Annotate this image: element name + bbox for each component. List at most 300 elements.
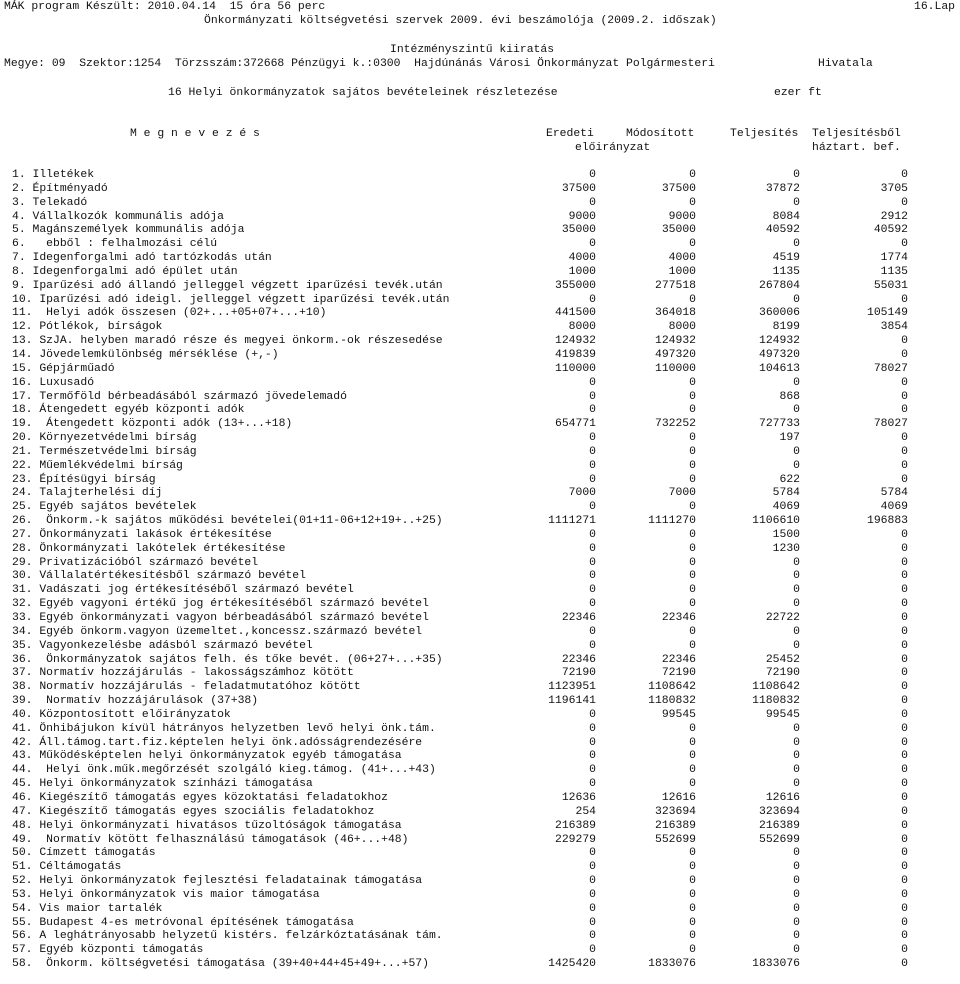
fulfilled-value: 0 — [793, 902, 800, 915]
fulfilled-value: 0 — [793, 722, 800, 735]
table-row — [0, 266, 960, 280]
original-value: 0 — [589, 750, 596, 763]
row-label: 29. Privatizációból származó bevétel — [12, 556, 259, 569]
household-value: 1774 — [880, 252, 908, 265]
original-value: 22346 — [561, 653, 596, 666]
original-value: 0 — [589, 598, 596, 611]
row-label: 8. Idegenforgalmi adó épület után — [12, 265, 238, 278]
modified-value: 22346 — [661, 653, 696, 666]
original-value: 0 — [589, 708, 596, 721]
original-value: 0 — [589, 930, 596, 943]
row-label: 43. Működésképtelen helyi önkormányzatok egyéb támogatása — [12, 750, 402, 763]
modified-value: 9000 — [668, 210, 696, 223]
row-label: 51. Céltámogatás — [12, 861, 122, 874]
entity-suffix: Hivatala — [818, 58, 873, 70]
household-value: 0 — [901, 459, 908, 472]
original-value: 0 — [589, 459, 596, 472]
fulfilled-value: 868 — [779, 390, 800, 403]
modified-value: 552699 — [654, 833, 696, 846]
household-value: 40592 — [873, 224, 908, 237]
modified-value: 0 — [689, 639, 696, 652]
household-value: 0 — [901, 598, 908, 611]
fulfilled-value: 0 — [793, 847, 800, 860]
row-label: 19. Átengedett központi adók (13+...+18) — [12, 418, 293, 431]
modified-value: 0 — [689, 542, 696, 555]
original-value: 0 — [589, 169, 596, 181]
modified-value: 277518 — [654, 279, 696, 292]
row-label: 56. A leghátrányosabb helyzetű kistérs. felzárkóztatásának tám. — [12, 930, 443, 943]
table-row — [0, 889, 960, 903]
fulfilled-value: 1135 — [772, 265, 800, 278]
household-value: 5784 — [880, 487, 908, 500]
col-modified-header: Módosított — [626, 128, 695, 140]
household-value: 0 — [901, 750, 908, 763]
row-label: 12. Pótlékok, bírságok — [12, 321, 163, 334]
table-row — [0, 695, 960, 709]
row-label: 13. SzJA. helyben maradó része és megyei önkorm.-ok részesedése — [12, 335, 443, 348]
table-row — [0, 211, 960, 225]
fulfilled-value: 0 — [793, 750, 800, 763]
modified-value: 72190 — [661, 667, 696, 680]
household-value: 0 — [901, 169, 908, 181]
household-value: 0 — [901, 902, 908, 915]
fulfilled-value: 323694 — [758, 805, 800, 818]
fulfilled-value: 360006 — [758, 307, 800, 320]
report-subtitle: Önkormányzati költségvetési szervek 2009. évi beszámolója (2009.2. időszak) — [204, 15, 717, 27]
household-value: 0 — [901, 570, 908, 583]
modified-value: 0 — [689, 376, 696, 389]
fulfilled-value: 0 — [793, 584, 800, 597]
row-label: 40. Központosított előirányzatok — [12, 708, 231, 721]
fulfilled-value: 0 — [793, 238, 800, 251]
data-table — [0, 169, 960, 972]
fulfilled-value: 0 — [793, 625, 800, 638]
col-name-header: M e g n e v e z é s — [130, 128, 260, 140]
fulfilled-value: 1108642 — [752, 681, 800, 694]
original-value: 0 — [589, 473, 596, 486]
modified-value: 0 — [689, 432, 696, 445]
modified-value: 7000 — [668, 487, 696, 500]
original-value: 0 — [589, 736, 596, 749]
table-row — [0, 598, 960, 612]
table-row — [0, 806, 960, 820]
modified-value: 0 — [689, 875, 696, 888]
table-row — [0, 917, 960, 931]
household-value: 0 — [901, 847, 908, 860]
original-value: 1000 — [568, 265, 596, 278]
fulfilled-value: 0 — [793, 888, 800, 901]
household-value: 0 — [901, 432, 908, 445]
fulfilled-value: 5784 — [772, 487, 800, 500]
row-label: 20. Környezetvédelmi bírság — [12, 432, 197, 445]
household-value: 0 — [901, 888, 908, 901]
fulfilled-value: 0 — [793, 169, 800, 181]
table-row — [0, 944, 960, 958]
original-value: 0 — [589, 875, 596, 888]
original-value: 654771 — [554, 418, 596, 431]
household-value: 0 — [901, 584, 908, 597]
fulfilled-value: 22722 — [765, 612, 800, 624]
household-value: 0 — [901, 875, 908, 888]
row-label: 26. Önkorm.-k sajátos működési bevételei(01+11-06+12+19+..+25) — [12, 515, 443, 528]
row-label: 25. Egyéb sajátos bevételek — [12, 501, 197, 514]
original-value: 254 — [575, 805, 596, 818]
original-value: 0 — [589, 542, 596, 555]
row-label: 30. Vállalatértékesítésből származó bevétel — [12, 570, 306, 583]
fulfilled-value: 0 — [793, 916, 800, 929]
table-row — [0, 321, 960, 335]
table-row — [0, 432, 960, 446]
table-row — [0, 501, 960, 515]
col-appropriation-header: előirányzat — [575, 142, 651, 154]
page-number: 16.Lap — [914, 1, 956, 13]
fulfilled-value: 1833076 — [752, 958, 800, 971]
fulfilled-value: 1230 — [772, 542, 800, 555]
table-row — [0, 861, 960, 875]
household-value: 196883 — [866, 515, 908, 528]
original-value: 1196141 — [548, 695, 596, 708]
modified-value: 1000 — [668, 265, 696, 278]
table-row — [0, 612, 960, 626]
modified-value: 0 — [689, 750, 696, 763]
program-line: MÁK program Készült: 2010.04.14 15 óra 56 perc — [4, 1, 326, 13]
row-label: 38. Normatív hozzájárulás - feladatmutatóhoz kötött — [12, 681, 361, 694]
original-value: 0 — [589, 861, 596, 874]
modified-value: 22346 — [661, 612, 696, 624]
original-value: 7000 — [568, 487, 596, 500]
row-label: 4. Vállalkozók kommunális adója — [12, 210, 224, 223]
table-row — [0, 640, 960, 654]
household-value: 4069 — [880, 501, 908, 514]
table-row — [0, 307, 960, 321]
row-label: 55. Budapest 4-es metróvonal építésének támogatása — [12, 916, 354, 929]
modified-value: 323694 — [654, 805, 696, 818]
original-value: 1123951 — [548, 681, 596, 694]
table-row — [0, 737, 960, 751]
table-row — [0, 418, 960, 432]
table-row — [0, 363, 960, 377]
row-label: 1. Illetékek — [12, 169, 95, 181]
original-value: 0 — [589, 432, 596, 445]
household-value: 55031 — [873, 279, 908, 292]
modified-value: 35000 — [661, 224, 696, 237]
modified-value: 0 — [689, 528, 696, 541]
household-value: 0 — [901, 473, 908, 486]
table-row — [0, 391, 960, 405]
table-row — [0, 183, 960, 197]
fulfilled-value: 0 — [793, 598, 800, 611]
original-value: 72190 — [561, 667, 596, 680]
household-value: 0 — [901, 805, 908, 818]
row-label: 52. Helyi önkormányzatok fejlesztési feladatainak támogatása — [12, 875, 423, 888]
fulfilled-value: 124932 — [758, 335, 800, 348]
row-label: 31. Vadászati jog értékesítéséből származó bevétel — [12, 584, 354, 597]
household-value: 0 — [901, 612, 908, 624]
modified-value: 0 — [689, 169, 696, 181]
fulfilled-value: 37872 — [765, 182, 800, 195]
fulfilled-value: 8084 — [772, 210, 800, 223]
original-value: 8000 — [568, 321, 596, 334]
original-value: 0 — [589, 722, 596, 735]
household-value: 0 — [901, 778, 908, 791]
fulfilled-value: 1106610 — [752, 515, 800, 528]
modified-value: 8000 — [668, 321, 696, 334]
row-label: 16. Luxusadó — [12, 376, 95, 389]
row-label: 47. Kiegészítő támogatás egyes szociális feladatokhoz — [12, 805, 375, 818]
row-label: 17. Termőföld bérbeadásából származó jövedelemadó — [12, 390, 347, 403]
original-value: 0 — [589, 916, 596, 929]
household-value: 0 — [901, 556, 908, 569]
row-label: 11. Helyi adók összesen (02+...+05+07+...+10) — [12, 307, 327, 320]
household-value: 0 — [901, 833, 908, 846]
household-value: 0 — [901, 916, 908, 929]
modified-value: 0 — [689, 764, 696, 777]
original-value: 0 — [589, 528, 596, 541]
household-value: 0 — [901, 335, 908, 348]
household-value: 0 — [901, 736, 908, 749]
modified-value: 1108642 — [648, 681, 696, 694]
modified-value: 37500 — [661, 182, 696, 195]
fulfilled-value: 727733 — [758, 418, 800, 431]
household-value: 78027 — [873, 362, 908, 375]
modified-value: 0 — [689, 888, 696, 901]
household-value: 0 — [901, 348, 908, 361]
fulfilled-value: 25452 — [765, 653, 800, 666]
fulfilled-value: 4069 — [772, 501, 800, 514]
fulfilled-value: 0 — [793, 944, 800, 957]
table-row — [0, 349, 960, 363]
table-row — [0, 792, 960, 806]
fulfilled-value: 72190 — [765, 667, 800, 680]
row-label: 7. Idegenforgalmi adó tartózkodás után — [12, 252, 272, 265]
row-label: 27. Önkormányzati lakások értékesítése — [12, 528, 272, 541]
fulfilled-value: 1500 — [772, 528, 800, 541]
original-value: 12636 — [561, 791, 596, 804]
original-value: 0 — [589, 404, 596, 417]
household-value: 0 — [901, 861, 908, 874]
household-value: 0 — [901, 639, 908, 652]
modified-value: 732252 — [654, 418, 696, 431]
row-label: 5. Magánszemélyek kommunális adója — [12, 224, 245, 237]
row-label: 18. Átengedett egyéb központi adók — [12, 404, 245, 417]
row-label: 3. Telekadó — [12, 196, 88, 209]
household-value: 0 — [901, 930, 908, 943]
household-value: 0 — [901, 958, 908, 971]
fulfilled-value: 0 — [793, 764, 800, 777]
fulfilled-value: 40592 — [765, 224, 800, 237]
original-value: 0 — [589, 944, 596, 957]
modified-value: 4000 — [668, 252, 696, 265]
table-row — [0, 487, 960, 501]
original-value: 355000 — [554, 279, 596, 292]
modified-value: 0 — [689, 404, 696, 417]
row-label: 57. Egyéb központi támogatás — [12, 944, 204, 957]
row-label: 35. Vagyonkezelésbe adásból származó bevétel — [12, 639, 313, 652]
original-value: 0 — [589, 847, 596, 860]
original-value: 0 — [589, 445, 596, 458]
household-value: 0 — [901, 238, 908, 251]
fulfilled-value: 0 — [793, 861, 800, 874]
household-value: 0 — [901, 722, 908, 735]
original-value: 0 — [589, 625, 596, 638]
fulfilled-value: 622 — [779, 473, 800, 486]
row-label: 39. Normatív hozzájárulások (37+38) — [12, 695, 259, 708]
table-row — [0, 529, 960, 543]
table-row — [0, 294, 960, 308]
table-row — [0, 169, 960, 183]
table-row — [0, 626, 960, 640]
household-value: 0 — [901, 528, 908, 541]
fulfilled-value: 0 — [793, 570, 800, 583]
fulfilled-value: 104613 — [758, 362, 800, 375]
fulfilled-value: 0 — [793, 459, 800, 472]
household-value: 0 — [901, 791, 908, 804]
table-row — [0, 750, 960, 764]
row-label: 41. Önhibájukon kívül hátrányos helyzetben levő helyi önk.tám. — [12, 722, 436, 735]
row-label: 34. Egyéb önkorm.vagyon üzemeltet.,koncessz.származó bevétel — [12, 625, 423, 638]
household-value: 0 — [901, 819, 908, 832]
original-value: 0 — [589, 293, 596, 306]
modified-value: 0 — [689, 736, 696, 749]
fulfilled-value: 1180832 — [752, 695, 800, 708]
modified-value: 0 — [689, 570, 696, 583]
original-value: 0 — [589, 639, 596, 652]
table-row — [0, 252, 960, 266]
table-row — [0, 820, 960, 834]
table-row — [0, 958, 960, 972]
row-label: 24. Talajterhelési díj — [12, 487, 163, 500]
table-title: 16 Helyi önkormányzatok sajátos bevételeinek részletezése — [168, 87, 558, 99]
household-value: 3705 — [880, 182, 908, 195]
original-value: 229279 — [554, 833, 596, 846]
household-value: 0 — [901, 764, 908, 777]
original-value: 0 — [589, 902, 596, 915]
original-value: 0 — [589, 238, 596, 251]
original-value: 124932 — [554, 335, 596, 348]
household-value: 0 — [901, 390, 908, 403]
fulfilled-value: 552699 — [758, 833, 800, 846]
row-label: 22. Műemlékvédelmi bírság — [12, 459, 183, 472]
fulfilled-value: 8199 — [772, 321, 800, 334]
fulfilled-value: 497320 — [758, 348, 800, 361]
table-row — [0, 903, 960, 917]
fulfilled-value: 99545 — [765, 708, 800, 721]
modified-value: 110000 — [654, 362, 696, 375]
table-row — [0, 570, 960, 584]
col-original-header: Eredeti — [546, 128, 594, 140]
table-row — [0, 335, 960, 349]
modified-value: 0 — [689, 778, 696, 791]
table-row — [0, 778, 960, 792]
unit-label: ezer ft — [774, 87, 822, 99]
row-label: 54. Vis maior tartalék — [12, 902, 163, 915]
modified-value: 99545 — [661, 708, 696, 721]
household-value: 2912 — [880, 210, 908, 223]
household-value: 0 — [901, 376, 908, 389]
modified-value: 1833076 — [648, 958, 696, 971]
modified-value: 497320 — [654, 348, 696, 361]
original-value: 0 — [589, 764, 596, 777]
original-value: 0 — [589, 584, 596, 597]
household-value: 1135 — [880, 265, 908, 278]
table-row — [0, 460, 960, 474]
modified-value: 0 — [689, 902, 696, 915]
fulfilled-value: 0 — [793, 556, 800, 569]
original-value: 1111271 — [548, 515, 596, 528]
row-label: 21. Természetvédelmi bírság — [12, 445, 197, 458]
fulfilled-value: 0 — [793, 196, 800, 209]
fulfilled-value: 4519 — [772, 252, 800, 265]
fulfilled-value: 0 — [793, 293, 800, 306]
original-value: 0 — [589, 376, 596, 389]
row-label: 28. Önkormányzati lakótelek értékesítése — [12, 542, 286, 555]
household-value: 0 — [901, 944, 908, 957]
modified-value: 0 — [689, 722, 696, 735]
table-row — [0, 681, 960, 695]
fulfilled-value: 0 — [793, 778, 800, 791]
table-row — [0, 667, 960, 681]
fulfilled-value: 0 — [793, 445, 800, 458]
original-value: 0 — [589, 501, 596, 514]
modified-value: 0 — [689, 473, 696, 486]
fulfilled-value: 0 — [793, 376, 800, 389]
table-row — [0, 238, 960, 252]
modified-value: 0 — [689, 598, 696, 611]
table-row — [0, 280, 960, 294]
table-row — [0, 723, 960, 737]
modified-value: 0 — [689, 390, 696, 403]
household-value: 0 — [901, 667, 908, 680]
household-value: 0 — [901, 625, 908, 638]
modified-value: 0 — [689, 584, 696, 597]
report-type: Intézményszintű kiiratás — [390, 44, 555, 56]
modified-value: 1111270 — [648, 515, 696, 528]
household-value: 78027 — [873, 418, 908, 431]
household-value: 0 — [901, 708, 908, 721]
fulfilled-value: 0 — [793, 930, 800, 943]
original-value: 0 — [589, 778, 596, 791]
modified-value: 124932 — [654, 335, 696, 348]
table-row — [0, 584, 960, 598]
row-label: 42. Áll.támog.tart.fiz.képtelen helyi önk.adósságrendezésére — [12, 736, 423, 749]
modified-value: 0 — [689, 445, 696, 458]
table-row — [0, 446, 960, 460]
col-fulfilled-from-header: Teljesítésből — [812, 128, 901, 140]
row-label: 9. Iparűzési adó állandó jelleggel végzett iparűzési tevék.után — [12, 279, 443, 292]
fulfilled-value: 0 — [793, 404, 800, 417]
modified-value: 216389 — [654, 819, 696, 832]
fulfilled-value: 267804 — [758, 279, 800, 292]
modified-value: 0 — [689, 916, 696, 929]
row-label: 33. Egyéb önkormányzati vagyon bérbeadásából származó bevétel — [12, 612, 429, 624]
table-row — [0, 515, 960, 529]
table-row — [0, 557, 960, 571]
original-value: 1425420 — [548, 958, 596, 971]
household-value: 0 — [901, 445, 908, 458]
household-value: 0 — [901, 196, 908, 209]
household-value: 0 — [901, 653, 908, 666]
modified-value: 0 — [689, 944, 696, 957]
original-value: 0 — [589, 196, 596, 209]
original-value: 216389 — [554, 819, 596, 832]
row-label: 10. Iparűzési adó ideigl. jelleggel végzett iparűzési tevék.után — [12, 293, 450, 306]
table-row — [0, 930, 960, 944]
row-label: 36. Önkormányzatok sajátos felh. és tőke bevét. (06+27+...+35) — [12, 653, 443, 666]
original-value: 419839 — [554, 348, 596, 361]
col-fulfilled-header: Teljesítés — [730, 128, 799, 140]
table-row — [0, 764, 960, 778]
table-row — [0, 543, 960, 557]
